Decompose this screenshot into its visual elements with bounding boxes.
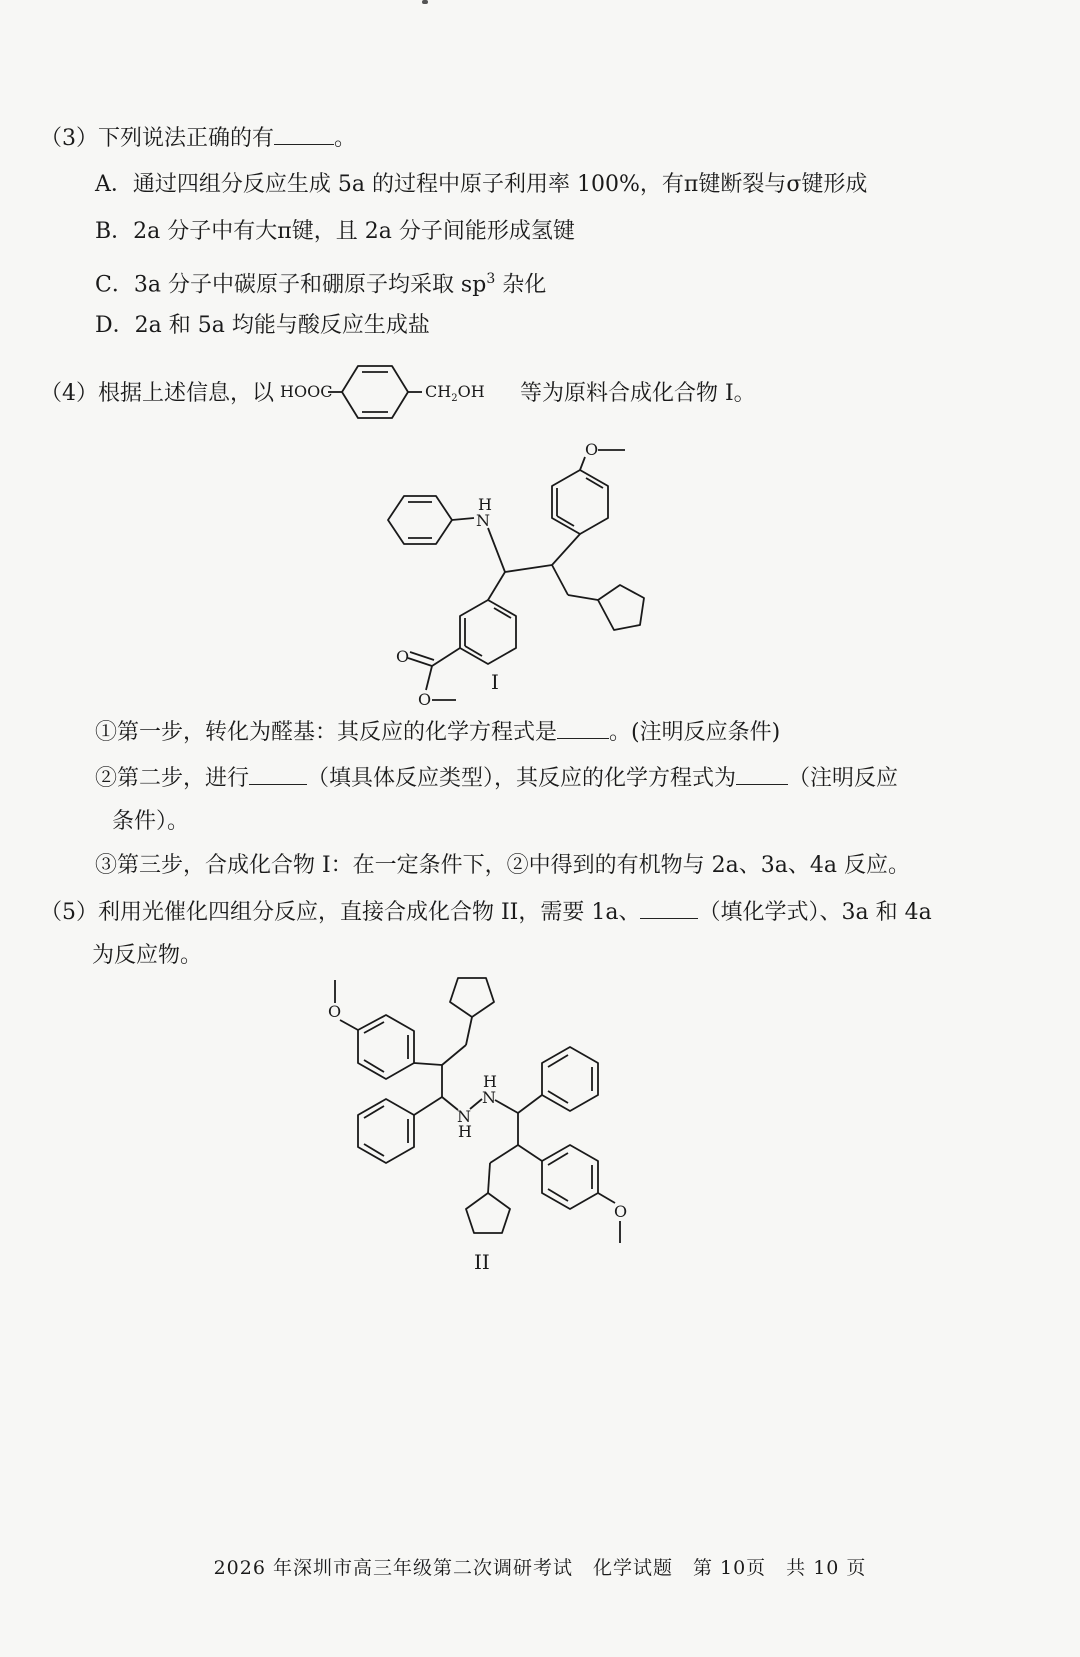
left-n-atom: N	[457, 1107, 471, 1126]
q3-option-c-sup: 3	[486, 271, 496, 287]
q3-option-c	[95, 265, 546, 299]
q4-step1-end: 。(注明反应条件)	[609, 720, 781, 745]
q5-stem-cont: 为反应物。	[92, 943, 203, 968]
q4-step1	[95, 718, 780, 747]
left-h-atom: H	[458, 1122, 472, 1141]
q4-step2	[95, 764, 898, 793]
q4-step2-type-blank[interactable]	[249, 764, 307, 785]
q3-option-a: A．通过四组分反应生成 5a 的过程中原子利用率 100%，有π键断裂与σ键形成	[95, 172, 868, 197]
q5-stem-text: （5）利用光催化四组分反应，直接合成化合物 II，需要 1a、	[40, 900, 641, 925]
h-atom: H	[478, 495, 492, 514]
scan-mark	[422, 0, 428, 4]
q3-option-d: D．2a 和 5a 均能与酸反应生成盐	[95, 313, 430, 338]
q5-stem-end: （填化学式）、3a 和 4a	[698, 900, 932, 925]
q3-stem-text: （3）下列说法正确的有	[40, 126, 274, 151]
q3-option-b: B．2a 分子中有大π键，且 2a 分子间能形成氢键	[95, 219, 575, 244]
compound-i-label: I	[491, 670, 499, 694]
q3-stem	[40, 124, 356, 153]
q4-step2-equation-blank[interactable]	[736, 764, 788, 785]
bottom-methoxy-o-atom: O	[614, 1202, 628, 1221]
hooc-label: HOOC	[280, 382, 333, 401]
compound-i-structure	[370, 440, 650, 724]
q3-option-c-end: 杂化	[495, 272, 547, 298]
q4-step2-cont: 条件）。	[112, 809, 190, 834]
q3-answer-blank[interactable]	[274, 124, 334, 145]
top-methoxy-o-atom: O	[328, 1002, 342, 1021]
right-n-atom: N	[482, 1088, 496, 1107]
carbonyl-o-atom: O	[396, 647, 410, 666]
q4-step2-mid: （填具体反应类型），其反应的化学方程式为	[307, 766, 737, 791]
compound-ii-label: II	[474, 1250, 490, 1274]
q4-step3: ③第三步，合成化合物 I：在一定条件下，②中得到的有机物与 2a、3a、4a 反应。	[95, 853, 911, 878]
raw-material-structure	[280, 358, 520, 432]
q3-option-c-text: C．3a 分子中碳原子和硼原子均采取 sp	[95, 272, 487, 298]
q3-stem-end: 。	[334, 126, 357, 151]
o-atom: O	[585, 440, 599, 459]
q4-step1-blank[interactable]	[557, 718, 609, 739]
n-atom: N	[476, 511, 490, 530]
q4-step2-end: （注明反应	[788, 766, 899, 791]
right-h-atom: H	[483, 1072, 497, 1091]
q4-step2-text: ②第二步，进行	[95, 766, 250, 791]
compound-ii-structure	[320, 975, 660, 1279]
q4-stem-end: 等为原料合成化合物 I。	[520, 381, 756, 406]
q4-stem-start: （4）根据上述信息，以	[40, 381, 274, 406]
ch2oh-label: $CH_2OH$	[425, 382, 485, 404]
q5-stem	[40, 898, 932, 927]
page-footer: 2026 年深圳市高三年级第二次调研考试 化学试题 第 10页 共 10 页	[213, 1557, 867, 1579]
ester-o-atom: O	[418, 690, 432, 709]
q4-step1-text: ①第一步，转化为醛基：其反应的化学方程式是	[95, 720, 558, 745]
q5-answer-blank[interactable]	[640, 898, 698, 919]
